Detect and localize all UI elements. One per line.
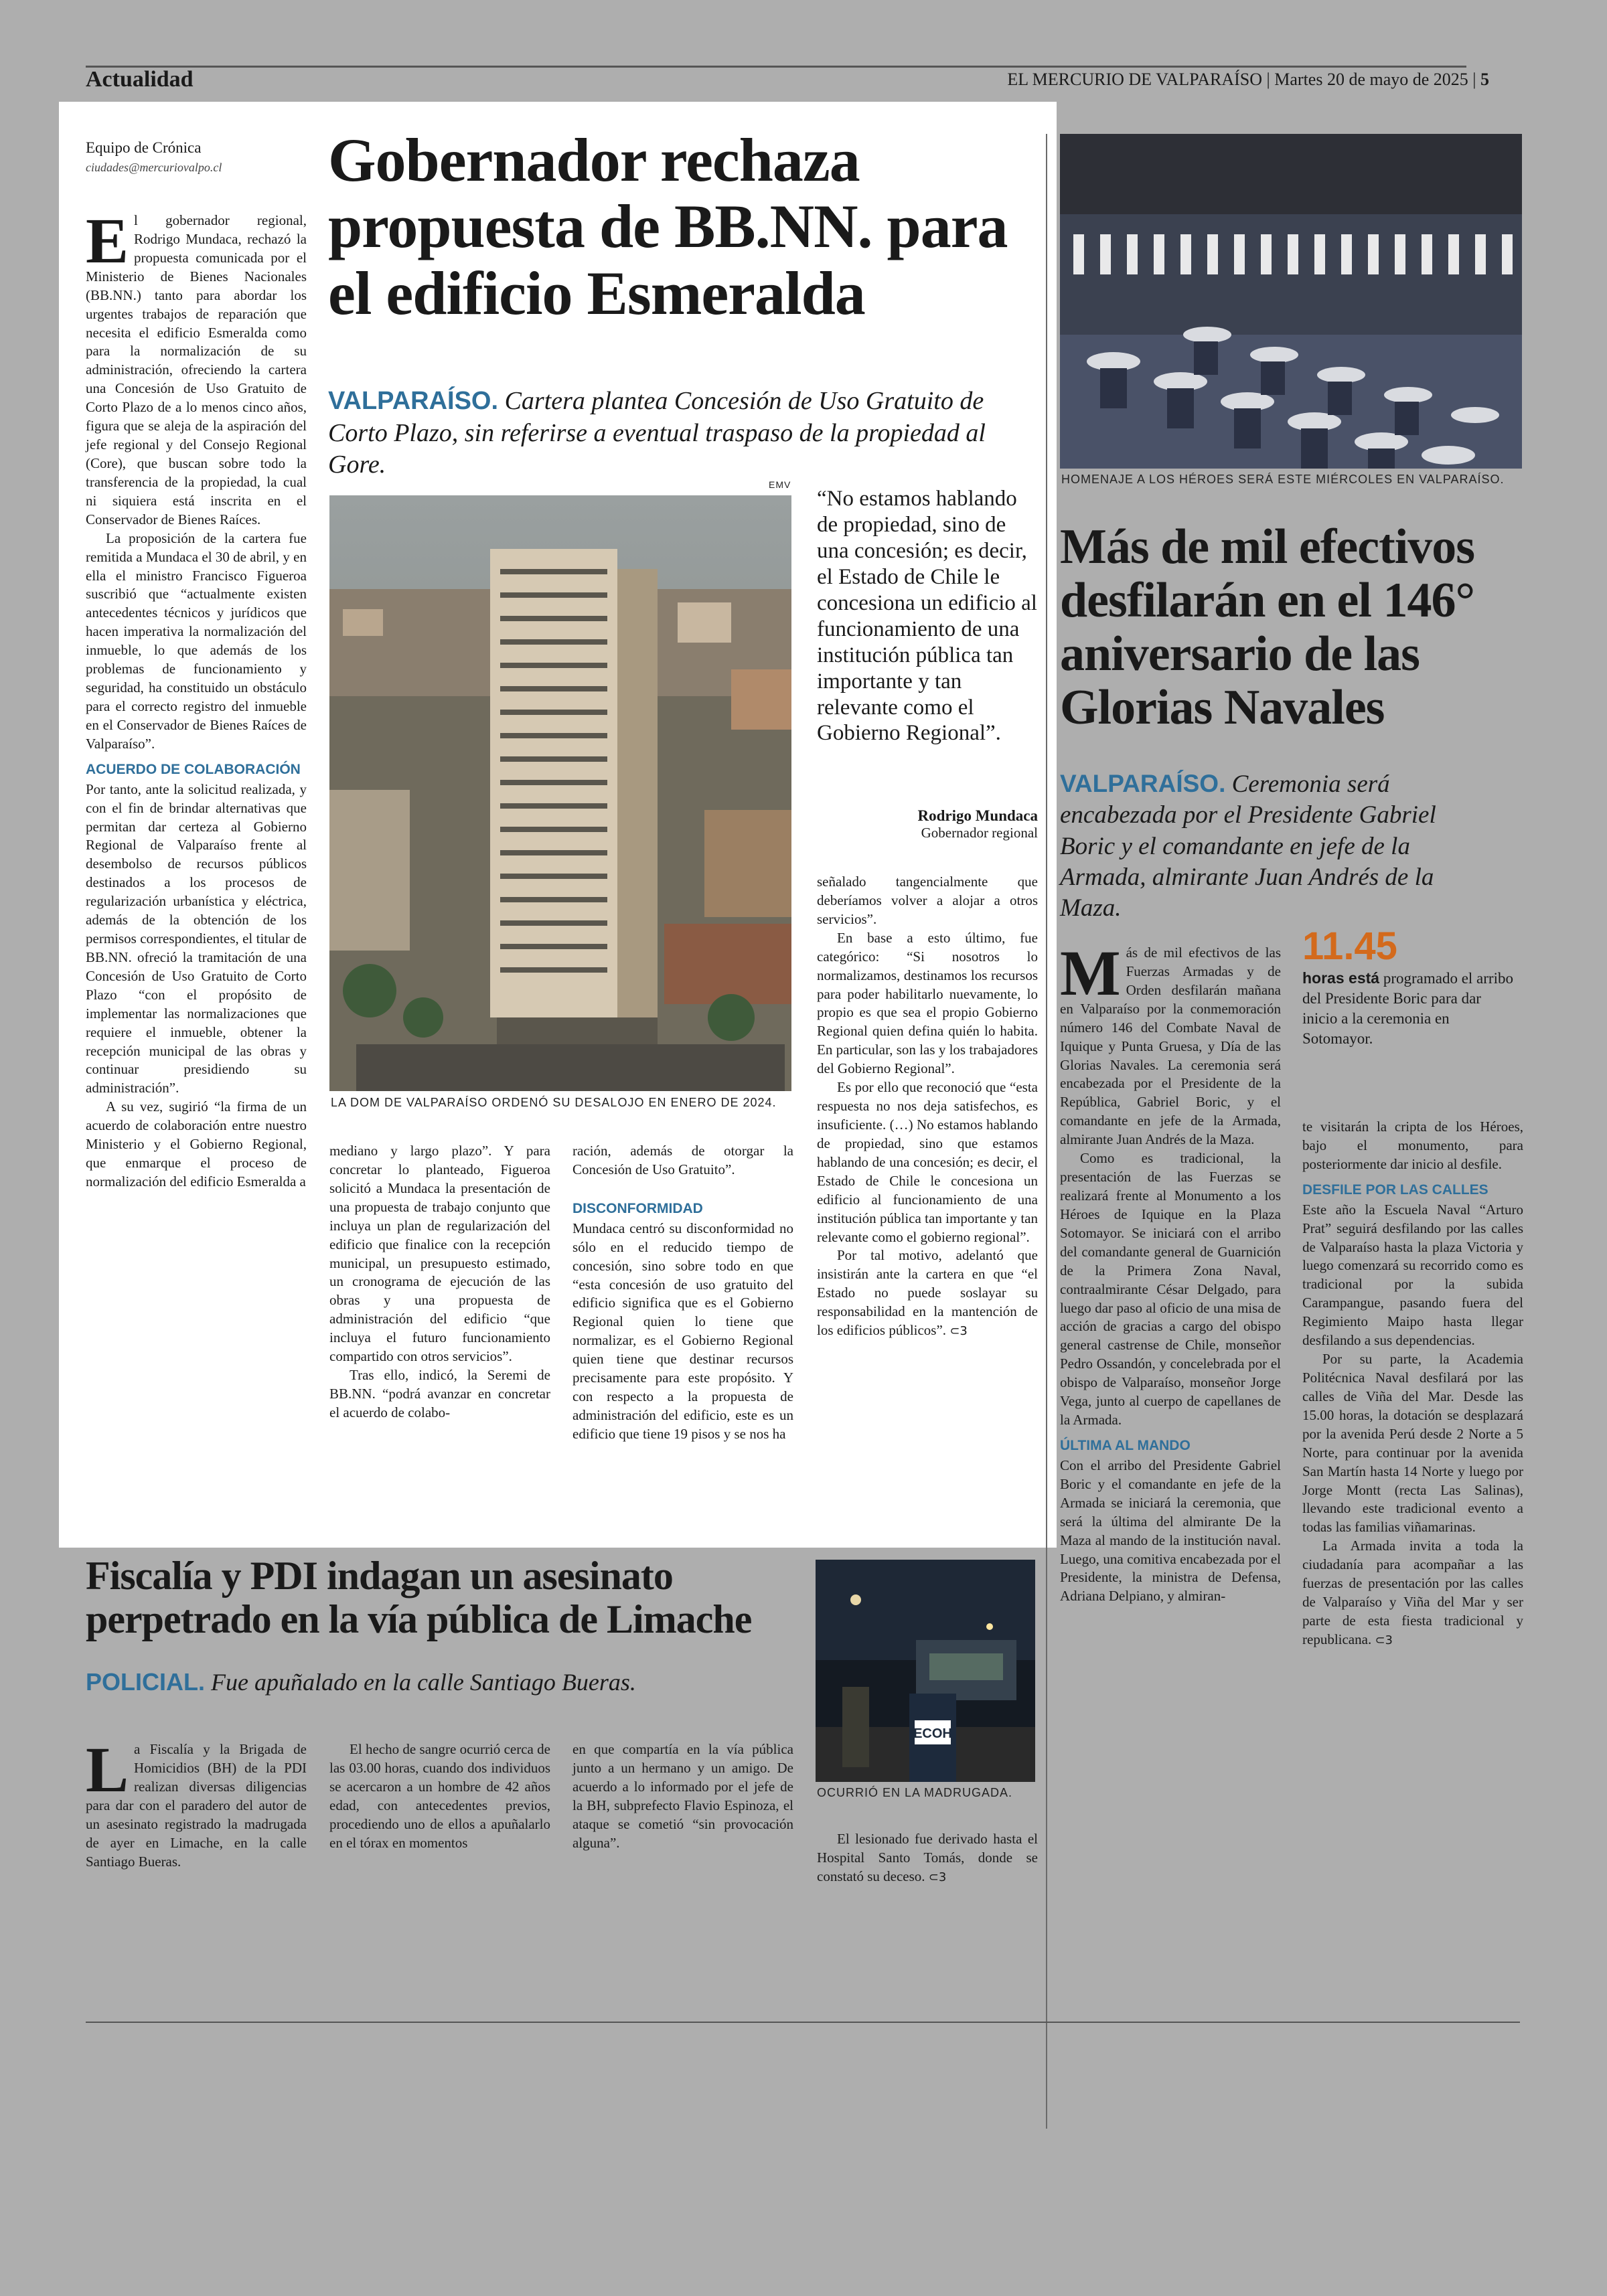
- paragraph: Como es tradicional, la presentación de las Fuerzas se realizará frente al Monumento a los Héroes de Iquique en la Plaza Sotomayor. Se iniciará con el arribo del comandante general de Guarnición de la Primera Zona Naval, contraalmirante César Delgado, para luego dar paso al oficio de una misa de acción de gracias a cargo del obispo general castrense de Chile, monseñor Pedro Ossandón, y concelebrada por el obispo de Valparaíso, monseñor Jorge Vega, junto al cuerpo de capellanes de la Armada.: [1060, 1150, 1281, 1428]
- end-mark-icon: ⊂3: [949, 1324, 968, 1339]
- naval-parade-photo: [1060, 134, 1522, 469]
- pull-quote: “No estamos hablando de propiedad, sino de una concesión; es decir, el Estado de Chile le concesiona un edificio al funcionamiento de una institución pública tan importante y tan relevante como el Gobierno Regional”.: [817, 487, 1037, 746]
- lead-column-4: [817, 873, 1038, 1340]
- paragraph: [1302, 1537, 1523, 1649]
- police-deck: [86, 1667, 822, 1698]
- crime-scene-photo-svg: [816, 1560, 1035, 1782]
- column-divider: [1046, 134, 1047, 2129]
- lead-headline: Gobernador rechaza propuesta de BB.NN. para el edificio Esmeralda: [328, 126, 1008, 327]
- quote-name: Rodrigo Mundaca: [917, 807, 1038, 824]
- paragraph: [817, 1246, 1038, 1340]
- page-number: 5: [1480, 70, 1489, 89]
- crime-photo-caption: OCURRIÓ EN LA MADRUGADA.: [817, 1786, 1013, 1799]
- paragraph: l gobernador regional, Rodrigo Mundaca, rechazó la propuesta comunicada por el Ministerio de Bienes Nacionales (BB.NN.) tanto para abordar los urgentes trabajos de reparación que necesita el edificio Esmeralda como para la normalización de su administración, ofreciendo la cartera una Concesión de Uso Gratuito de Corto Plazo de a lo menos cinco años, figura que se aleja de la aspiración del jefe regional y del Consejo Regional (Core), que buscan sobre todo la transferencia de la propiedad, la cual ni siquiera está inscrita en el Conservador de Bienes Raíces.: [86, 212, 307, 527]
- photo-credit: EMV: [769, 479, 791, 490]
- paragraph: señalado tangencialmente que deberíamos volver a alojar a otros servicios”.: [817, 874, 1038, 927]
- bottom-rule: [86, 2022, 1520, 2023]
- naval-column-2: [1302, 1118, 1523, 1649]
- police-headline: Fiscalía y PDI indagan un asesinato perpetrado en la vía pública de Limache: [86, 1554, 752, 1641]
- paragraph: te visitarán la cripta de los Héroes, bajo el monumento, para posteriormente dar inicio al desfile.: [1302, 1119, 1523, 1172]
- police-deck-text: Fue apuñalado en la calle Santiago Bueras.: [211, 1669, 636, 1696]
- paragraph: Mundaca centró su disconformidad no sólo en el reducido tiempo de concesión, sino sobre todo en que “esta concesión de uso gratuito del edificio significa que es el Gobierno Regional quien lo tiene que normalizar, es el Gobierno Regional quien tiene que destinar recursos precisamente para este propósito. Y con respecto a la propuesta de administración del edificio, este es un edificio que tiene 19 pisos y se nos ha: [572, 1220, 793, 1442]
- section-title: Actualidad: [86, 67, 194, 92]
- end-mark-icon: ⊂3: [1375, 1633, 1393, 1647]
- naval-column-1: [1060, 937, 1281, 1606]
- naval-deck: [1060, 768, 1488, 924]
- lead-column-1: [86, 205, 307, 1192]
- paragraph: Por tanto, ante la solicitud realizada, y con el fin de brindar alternativas que permitan dar certeza al Gobierno Regional de Valparaíso frente al desembolso de recursos públicos destinados a los procesos de regularización urbanística y eléctrica, además de la obtención de los permisos correspondientes, el titular de BB.NN. ofreció la tramitación de una Concesión de Uso Gratuito de Corto Plazo “con el propósito de implementar las normalizaciones que requiere el inmueble, obtener la recepción municipal de las obras y continuar presidiendo su administración”.: [86, 781, 307, 1096]
- byline: [86, 139, 280, 175]
- lead-deck: [328, 386, 1038, 481]
- paragraph: El hecho de sangre ocurrió cerca de las 03.00 horas, cuando dos individuos se acercaron a un hombre de 42 años edad, con antecedentes previos, procediendo uno de ellos a apuñalarlo en el tórax en momentos: [329, 1741, 550, 1851]
- dropcap: L: [86, 1734, 129, 1805]
- subhead: ÚLTIMA AL MANDO: [1060, 1437, 1191, 1453]
- naval-deck-text: Ceremonia será encabezada por el Presidente Gabriel Boric y el comandante en jefe de la Armada, almirante Juan Andrés de la Maza.: [1060, 770, 1436, 922]
- time-highlight: [1302, 924, 1517, 1049]
- byline-author: Equipo de Crónica: [86, 139, 202, 156]
- dropcap: E: [86, 205, 129, 276]
- paragraph: en que compartía en la vía pública junto a un hermano y un amigo. De acuerdo a lo informado por el jefe de la BH, subprefecto Flavio Espinoza, el ataque se cometió “sin provocación alguna”.: [572, 1741, 793, 1851]
- paragraph: a Fiscalía y la Brigada de Homicidios (BH) de la PDI realizan diversas diligencias para dar con el paradero del autor de un asesinato registrado la madrugada de ayer en Limache, en la calle Santiago Bueras.: [86, 1741, 307, 1870]
- paragraph: La proposición de la cartera fue remitida a Mundaca el 30 de abril, y en ella el ministro Francisco Figueroa suscribió que “actualmente existen antecedentes técnicos y jurídicos que hacen imperativa la normalización del inmueble, lo que además de los problemas de funcionamiento y seguridad, ha constituido un obstáculo para el correcto registro del inmueble en el Conservador de Bienes Raíces de Valparaíso”.: [86, 529, 307, 752]
- police-column-4: [817, 1830, 1038, 1886]
- subhead: DESFILE POR LAS CALLES: [1302, 1181, 1488, 1198]
- paragraph: A su vez, sugirió “la firma de un acuerdo de colaboración entre nuestro Ministerio y el Gobierno Regional, que enmarque el proceso de normalización del edificio Esmeralda a: [86, 1098, 307, 1190]
- dropcap: M: [1060, 937, 1121, 1009]
- building-photo-svg: [329, 495, 791, 1091]
- quote-role: Gobernador regional: [921, 825, 1038, 841]
- naval-deck-tag: VALPARAÍSO.: [1060, 770, 1226, 797]
- subhead: DISCONFORMIDAD: [572, 1200, 703, 1216]
- naval-headline: Más de mil efectivos desfilarán en el 146° aniversario de las Glorias Navales: [1060, 519, 1475, 735]
- paragraph: Es por ello que reconoció que “esta respuesta no nos deja satisfechos, es insuficiente. (…) No estamos hablando de propiedad, sino que estamos hablando de una concesión; es decir, el Estado de Chile le concesiona un edificio al funcionamiento de una institución pública tan importante y tan relevante como el gobierno regional”.: [817, 1079, 1038, 1245]
- police-column-1: [86, 1734, 307, 1871]
- lead-deck-text: Cartera plantea Concesión de Uso Gratuito de Corto Plazo, sin referirse a eventual traspaso de la propiedad al Gore.: [328, 387, 986, 479]
- naval-photo-caption: HOMENAJE A LOS HÉROES SERÁ ESTE MIÉRCOLES EN VALPARAÍSO.: [1061, 473, 1505, 486]
- police-column-3: [572, 1740, 793, 1853]
- paragraph: Por su parte, la Academia Politécnica Naval desfilará por las calles de Viña del Mar. Desde las 15.00 horas, la dotación se desplazará por la avenida Perú desde 2 Norte a 5 Norte, para continuar por la avenida San Martín hasta 14 Norte y luego por Jorge Montt (recta Las Salinas), llevando este tradicional evento a todas las familias viñamarinas.: [1302, 1351, 1523, 1536]
- subhead: ACUERDO DE COLABORACIÓN: [86, 761, 301, 777]
- paragraph: mediano y largo plazo”. Y para concretar lo planteado, Figueroa solicitó a Mundaca la presentación de una propuesta de trabajo conjunto que incluya un plan de regularización del edificio que finalice con la recepción municipal, un presupuesto estimado, un cronograma de ejecución de las obras y una propuesta de administración del edificio “que incluya el futuro funcionamiento compartido con otros servicios”.: [329, 1143, 550, 1365]
- time-text: [1302, 969, 1517, 1049]
- paragraph: Con el arribo del Presidente Gabriel Boric y el comandante en jefe de la Armada se iniciará la ceremonia, que será la última del almirante De la Maza al mando de la institución naval. Luego, una comitiva encabezada por el Presidente, la ministra de Defensa, Adriana Delpiano, y almiran-: [1060, 1457, 1281, 1605]
- paragraph: ás de mil efectivos de las Fuerzas Armadas y de Orden desfilarán mañana en Valparaíso por la conmemoración número 146 del Combate Naval de Iquique y Punta Gruesa, y Día de las Glorias Navales. La ceremonia será encabezada por el Presidente de la República, Gabriel Boric, y el comandante en jefe de la Armada, almirante Juan Andrés de la Maza.: [1060, 945, 1281, 1148]
- masthead: [1007, 70, 1489, 90]
- building-photo: [329, 495, 791, 1091]
- masthead-text: EL MERCURIO DE VALPARAÍSO | Martes 20 de mayo de 2025 |: [1007, 70, 1476, 89]
- time-number: 11.45: [1302, 924, 1397, 968]
- time-label: horas está: [1302, 969, 1380, 987]
- paragraph: Este año la Escuela Naval “Arturo Prat” seguirá desfilando por las calles de Valparaíso hasta la plaza Victoria y luego comenzará su recorrido como es tradicional por la subida Carampangue, pasando fuera del Regimiento Maipo hasta llegar desfilando a sus dependencias.: [1302, 1201, 1523, 1349]
- paragraph: Tras ello, indicó, la Seremi de BB.NN. “podrá avanzar en concretar el acuerdo de colabo-: [329, 1367, 550, 1420]
- building-photo-caption: LA DOM DE VALPARAÍSO ORDENÓ SU DESALOJO EN ENERO DE 2024.: [331, 1096, 777, 1109]
- lead-column-2: [329, 1142, 550, 1422]
- naval-parade-photo-svg: [1060, 134, 1522, 469]
- paragraph: En base a esto último, fue categórico: “Si nosotros lo normalizamos, destinamos los recursos para poder habilitarlo nuevamente, lo propio es que sea el propio Gobierno Regional quien defina quién lo habita. En particular, son las y los trabajadores del Gobierno Regional”.: [817, 929, 1038, 1077]
- pull-quote-attribution: [817, 807, 1038, 841]
- end-mark-icon: ⊂3: [928, 1870, 947, 1884]
- time-description: programado el arribo del Presidente Boric para dar inicio a la ceremonia en Sotomayor.: [1302, 970, 1513, 1047]
- lead-column-3: [572, 1142, 793, 1444]
- byline-email: ciudades@mercuriovalpo.cl: [86, 161, 222, 174]
- police-deck-tag: POLICIAL.: [86, 1668, 205, 1696]
- paragraph-text: La Armada invita a toda la ciudadanía para acompañar a las fuerzas de presentación por las calles de Valparaíso y Viña del Mar y ser parte de esta fiesta tradicional y republicana.: [1302, 1538, 1523, 1647]
- top-rule: [86, 66, 1466, 68]
- lead-deck-tag: VALPARAÍSO.: [328, 387, 499, 415]
- paragraph-text: El lesionado fue derivado hasta el Hospital Santo Tomás, donde se constató su deceso.: [817, 1831, 1038, 1884]
- paragraph-text: Por tal motivo, adelantó que insistirán ante la cartera en que “el Estado no puede soslayar su responsabilidad en la mantención de los edificios públicos”.: [817, 1247, 1038, 1339]
- police-column-2: [329, 1740, 550, 1853]
- ecoh-sign: ECOH: [913, 1726, 952, 1741]
- crime-scene-photo: [816, 1560, 1035, 1782]
- paragraph: [817, 1830, 1038, 1886]
- paragraph: ración, además de otorgar la Concesión de Uso Gratuito”.: [572, 1143, 793, 1177]
